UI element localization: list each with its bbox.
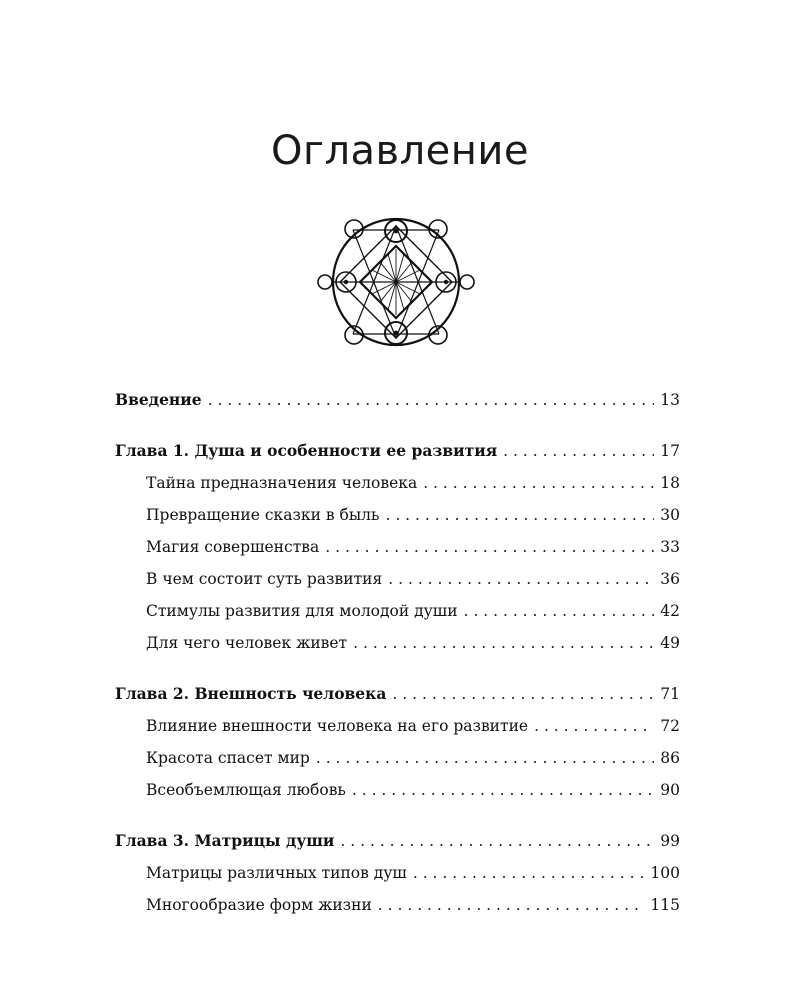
toc-page-number: 36 [660,570,680,588]
toc-page-number: 86 [660,749,680,767]
toc-entry-section[interactable] [115,857,680,889]
toc-page-number: 71 [660,685,680,703]
toc-page-number: 42 [660,602,680,620]
toc-entry-chapter-2[interactable] [115,678,680,710]
toc-entry-label: Для чего человек живет [146,634,348,652]
toc-entry-section[interactable] [115,889,680,921]
toc-entry-label: Красота спасет мир [146,749,310,767]
toc-entry-label: Влияние внешности человека на его развитие [146,717,529,735]
toc-entry-chapter-3[interactable] [115,825,680,857]
dot-leader [340,825,654,857]
dot-leader [353,627,654,659]
toc-entry-label: Глава 2. Внешность человека [115,684,387,703]
toc-entry-intro[interactable] [115,384,680,416]
dot-leader [392,678,654,710]
toc-entry-chapter-1[interactable] [115,435,680,467]
toc-entry-section[interactable] [115,467,680,499]
toc-page-number: 33 [660,538,680,556]
toc-entry-section[interactable] [115,595,680,627]
page-title: Оглавление [270,128,530,174]
toc-entry-section[interactable] [115,499,680,531]
dot-leader [208,384,655,416]
toc-page-number: 30 [660,506,680,524]
dot-leader [464,595,655,627]
toc-entry-label: Стимулы развития для молодой души [146,602,458,620]
toc-page-number: 72 [660,717,680,735]
table-of-contents [115,384,680,921]
toc-entry-label: Введение [115,390,202,409]
toc-page-number: 18 [660,474,680,492]
dot-leader [352,774,654,806]
dot-leader [503,435,654,467]
toc-page-number: 115 [650,896,680,914]
toc-entry-section[interactable] [115,710,680,742]
toc-page-number: 100 [650,864,680,882]
toc-entry-label: Магия совершенства [146,538,320,556]
toc-entry-label: Превращение сказки в быль [146,506,380,524]
toc-entry-section[interactable] [115,627,680,659]
dot-leader [413,857,645,889]
toc-entry-section[interactable] [115,563,680,595]
dot-leader [423,467,654,499]
sacred-geometry-emblem-icon [301,212,491,352]
dot-leader [534,710,654,742]
toc-entry-label: Тайна предназначения человека [146,474,418,492]
toc-page-number: 99 [660,832,680,850]
dot-leader [385,499,654,531]
toc-page-number: 13 [660,391,680,409]
dot-leader [325,531,654,563]
toc-entry-section[interactable] [115,774,680,806]
toc-entry-label: Всеобъемлющая любовь [146,781,346,799]
toc-entry-label: Глава 1. Душа и особенности ее развития [115,441,498,460]
toc-entry-label: Многообразие форм жизни [146,896,372,914]
toc-page-number: 49 [660,634,680,652]
toc-entry-label: Матрицы различных типов душ [146,864,407,882]
toc-entry-section[interactable] [115,742,680,774]
toc-entry-section[interactable] [115,531,680,563]
toc-page-number: 90 [660,781,680,799]
toc-entry-label: В чем состоит суть развития [146,570,383,588]
toc-page-number: 17 [660,442,680,460]
dot-leader [316,742,654,774]
dot-leader [378,889,645,921]
dot-leader [388,563,654,595]
toc-entry-label: Глава 3. Матрицы души [115,831,335,850]
